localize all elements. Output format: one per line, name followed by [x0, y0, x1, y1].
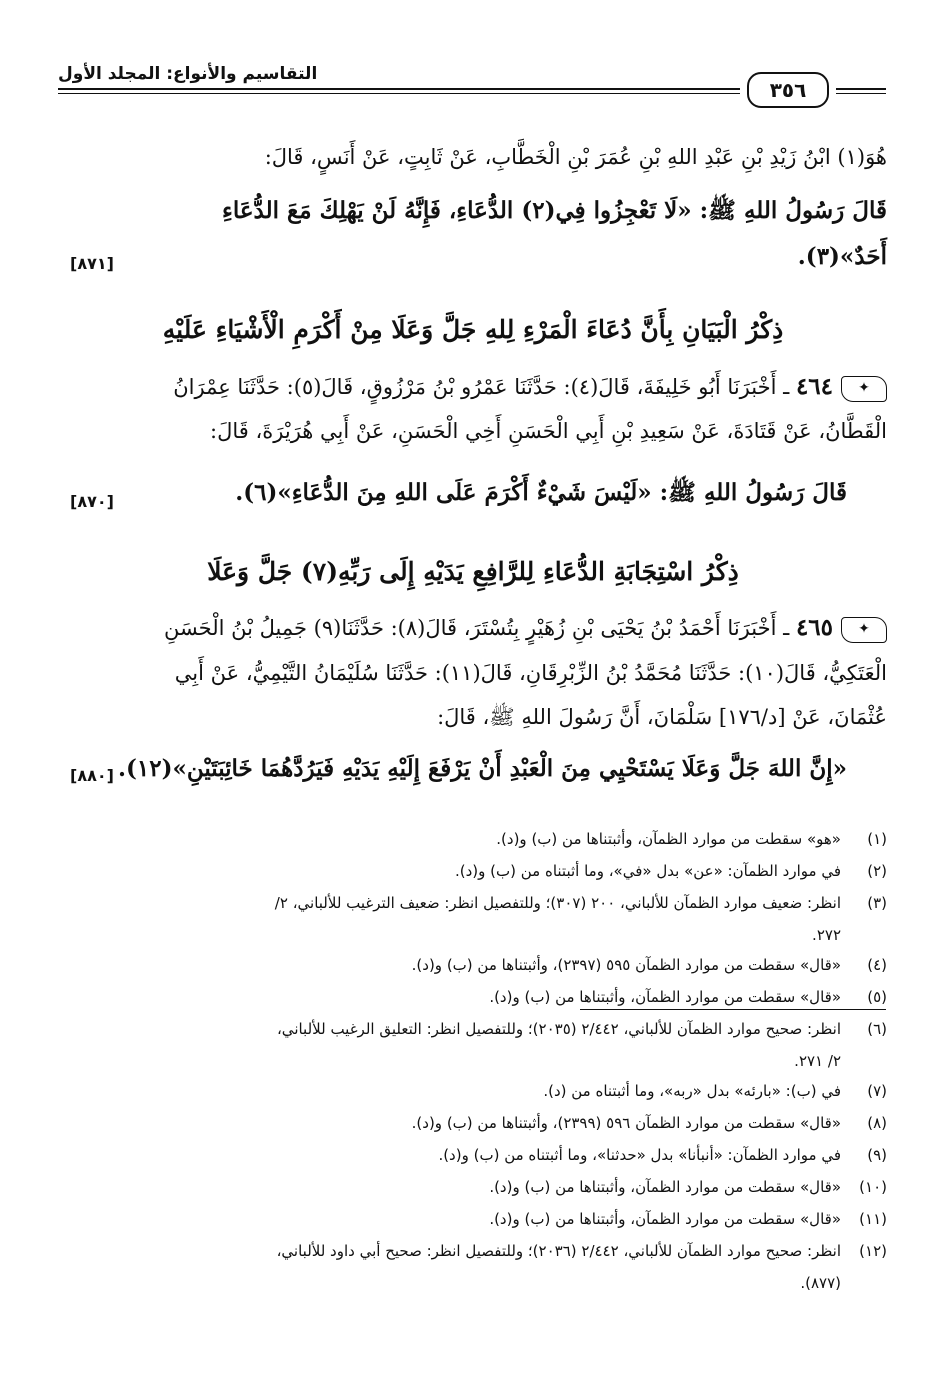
- hadith-text: أَحَدٌ»(٣).: [797, 243, 887, 270]
- footnote: [57, 986, 887, 1008]
- reference-number: [٨٧١]: [70, 254, 114, 273]
- text-line: هُوَ(١) ابْنُ زَيْدِ بْنِ عَبْدِ اللهِ بْنِ عُمَرَ بْنِ الْخَطَّابِ، عَنْ ثَابِتٍ، عَنْ أَنَسٍ، قَالَ:: [264, 145, 887, 169]
- footnote-text: في موارد الظمآن: «عن» بدل «في»، وما أثبتناه من (ب) و(د).: [455, 862, 841, 880]
- footnote-text: «قال» سقطت من موارد الظمآن ٥٩٦ (٢٣٩٩)، وأثبتناها من (ب) و(د).: [411, 1114, 841, 1132]
- footnote-text: «هو» سقطت من موارد الظمآن، وأثبتناها من (ب) و(د).: [496, 830, 841, 848]
- footnote: [57, 1112, 887, 1134]
- reference-number: [٨٧٠]: [70, 492, 114, 511]
- footnote: [57, 954, 887, 976]
- footnote-text: «قال» سقطت من موارد الظمآن، وأثبتناها من (ب) و(د).: [489, 1210, 841, 1228]
- footnote: [57, 1018, 887, 1040]
- reference-number: [٨٨٠]: [70, 766, 114, 785]
- footnote-text: انظر: ضعيف موارد الظمآن للألباني، ٢٠٠ (٣٠٧)؛ وللتفصيل انظر: ضعيف الترغيب للألباني، ٢/: [274, 894, 841, 912]
- footnote-number: (١١): [859, 1210, 887, 1228]
- footnote-number: (٥): [867, 988, 887, 1006]
- footnote-number: (١٢): [859, 1242, 887, 1260]
- footnote: [57, 1080, 887, 1102]
- footnote-number: (٦): [867, 1020, 887, 1038]
- footnote-text: «قال» سقطت من موارد الظمآن، وأثبتناها من (ب) و(د).: [489, 988, 841, 1006]
- hadith-text: قَالَ رَسُولُ اللهِ ﷺ: «لَا تَعْجِزُوا فِي(٢) الدُّعَاءِ، فَإِنَّهُ لَنْ يَهْلِكَ مَعَ الدُّعَاءِ: [222, 197, 887, 224]
- hadith-isnad: ـ أَخْبَرَنَا أَبُو خَلِيفَةَ، قَالَ(٤): حَدَّثَنَا عَمْرُو بْنُ مَرْزُوقٍ، قَالَ(٥): حَدَّثَنَا عِمْرَانُ: [173, 375, 790, 399]
- footnote-number: (٧): [867, 1082, 887, 1100]
- running-header-title: التقاسيم والأنواع: المجلد الأول: [58, 64, 318, 84]
- footnote: [57, 860, 887, 882]
- footnote: [57, 1240, 887, 1262]
- section-heading: ذِكْرُ الْبَيَانِ بِأَنَّ دُعَاءَ الْمَرْءِ لِلهِ جَلَّ وَعَلَا مِنْ أَكْرَمِ الْأَشْيَاءِ عَلَيْهِ: [162, 315, 784, 344]
- hadith-marker-icon: ✦: [841, 376, 887, 402]
- text-line: الْعَتَكِيُّ، قَالَ(١٠): حَدَّثَنَا مُحَمَّدُ بْنُ الزِّبْرِقَانِ، قَالَ(١١): حَدَّثَنَا سُلَيْمَانُ التَّيْمِيُّ، عَنْ أَبِي: [174, 661, 887, 685]
- footnote-number: (٢): [867, 862, 887, 880]
- footnote-number: (١٠): [859, 1178, 887, 1196]
- hadith-text: «إِنَّ اللهَ جَلَّ وَعَلَا يَسْتَحْيِي مِنَ الْعَبْدِ أَنْ يَرْفَعَ إِلَيْهِ يَدَيْهِ فَيَرُدَّهُمَا خَائِبَتَيْنِ»(١٢).: [117, 755, 847, 782]
- footnote-text: انظر: صحيح موارد الظمآن للألباني، ٢/٤٤٢ (٢٠٣٦)؛ وللتفصيل انظر: صحيح أبي داود للألباني،: [276, 1242, 841, 1260]
- header-rule: [836, 88, 886, 90]
- footnote-continuation: ٢/ ٢٧١.: [794, 1052, 841, 1070]
- footnote-number: (٣): [867, 894, 887, 912]
- header-rule: [58, 88, 740, 90]
- hadith-number: ٤٦٥: [795, 614, 833, 641]
- footnote-text: في (ب): «بارئه» بدل «ربه»، وما أثبتناه من (د).: [543, 1082, 841, 1100]
- footnote-text: «قال» سقطت من موارد الظمآن، وأثبتناها من (ب) و(د).: [489, 1178, 841, 1196]
- footnote-number: (٩): [867, 1146, 887, 1164]
- hadith-marker-icon: ✦: [841, 617, 887, 643]
- page-number: ٣٥٦: [747, 72, 829, 108]
- footnote-text: انظر: صحيح موارد الظمآن للألباني، ٢/٤٤٢ (٢٠٣٥)؛ وللتفصيل انظر: التعليق الرغيب للألباني،: [276, 1020, 841, 1038]
- footnote: [57, 828, 887, 850]
- hadith-number: ٤٦٤: [795, 373, 833, 400]
- footnote: [57, 1144, 887, 1166]
- footnote-separator: [580, 1009, 886, 1010]
- footnote-number: (١): [867, 830, 887, 848]
- footnote-number: (٨): [867, 1114, 887, 1132]
- footnote: [57, 892, 887, 914]
- text-line: عُثْمَانَ، عَنْ [د/١٧٦] سَلْمَانَ، أَنَّ رَسُولَ اللهِ ﷺ، قَالَ:: [437, 705, 887, 729]
- header-rule: [836, 93, 886, 94]
- footnote-continuation: (٨٧٧).: [800, 1274, 841, 1292]
- text-line: [59, 370, 833, 404]
- footnote-number: (٤): [867, 956, 887, 974]
- section-heading: ذِكْرُ اسْتِجَابَةِ الدُّعَاءِ لِلرَّافِعِ يَدَيْهِ إِلَى رَبِّهِ(٧) جَلَّ وَعَلَا: [207, 557, 739, 586]
- footnote: [57, 1176, 887, 1198]
- footnote-text: «قال» سقطت من موارد الظمآن ٥٩٥ (٢٣٩٧)، وأثبتناها من (ب) و(د).: [411, 956, 841, 974]
- hadith-isnad: ـ أَخْبَرَنَا أَحْمَدُ بْنُ يَحْيَى بْنِ زُهَيْرٍ بِتُسْتَرَ، قَالَ(٨): حَدَّثَنَا(٩) جَمِيلُ بْنُ الْحَسَنِ: [163, 616, 790, 640]
- hadith-text: قَالَ رَسُولُ اللهِ ﷺ: «لَيْسَ شَيْءٌ أَكْرَمَ عَلَى اللهِ مِنَ الدُّعَاءِ»(٦).: [235, 479, 847, 506]
- text-line: الْقَطَّانُ، عَنْ قَتَادَةَ، عَنْ سَعِيدِ بْنِ أَبِي الْحَسَنِ أَخِي الْحَسَنِ، عَنْ أَبِي هُرَيْرَةَ، قَالَ:: [210, 419, 887, 443]
- header-rule: [58, 93, 740, 94]
- footnote-text: في موارد الظمآن: «أنبأنا» بدل «حدثنا»، وما أثبتناه من (ب) و(د).: [438, 1146, 841, 1164]
- footnote: [57, 1208, 887, 1230]
- footnote-continuation: ٢٧٢.: [812, 926, 841, 944]
- text-line: [59, 611, 833, 645]
